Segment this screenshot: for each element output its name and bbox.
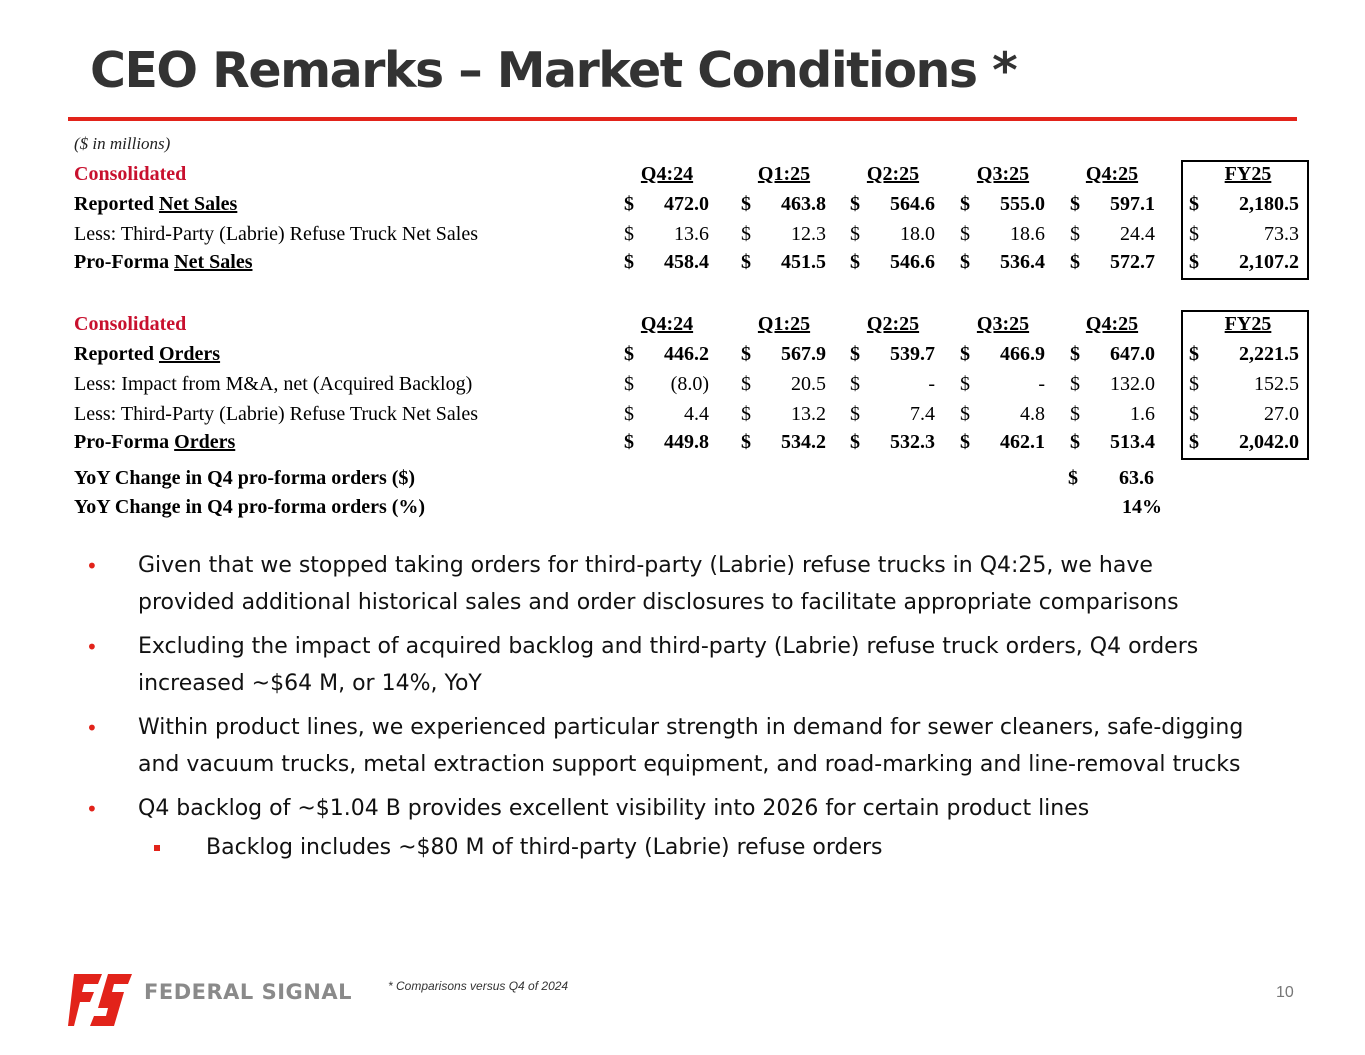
currency-symbol: $	[624, 193, 634, 215]
cell-value: 532.3	[890, 431, 935, 453]
row-label-underlined: Orders	[174, 431, 236, 453]
column-header: Q3:25	[976, 163, 1030, 185]
cell-value: 18.0	[900, 223, 935, 245]
row-label-underlined: Net Sales	[174, 251, 253, 273]
currency-symbol: $	[960, 343, 970, 365]
yoy-dollar-label: YoY Change in Q4 pro-forma orders ($)	[74, 467, 416, 489]
yoy-percent-value: 14%	[1122, 496, 1162, 518]
currency-symbol: $	[960, 251, 970, 273]
slide-title: CEO Remarks – Market Conditions *	[90, 42, 1017, 99]
cell-value: 534.2	[781, 431, 826, 453]
row-label-text: Less: Third-Party (Labrie) Refuse Truck Net Sales	[74, 403, 478, 425]
currency-symbol: $	[1189, 223, 1199, 245]
currency-symbol: $	[850, 223, 860, 245]
bullet-dot-icon: •	[86, 635, 98, 659]
row-label-text: Pro-Forma	[74, 251, 175, 273]
bullet-dot-icon: •	[86, 554, 98, 578]
logo-wordmark: FEDERAL SIGNAL	[144, 980, 352, 1004]
bullet-item	[86, 710, 1246, 783]
currency-symbol: $	[850, 193, 860, 215]
bullet-text: Excluding the impact of acquired backlog and third-party (Labrie) refuse truck orders, Q4 orders increased ~$64 M, or 14%, YoY	[138, 634, 1199, 696]
row-label-text: Less: Impact from M&A, net (Acquired Backlog)	[74, 373, 473, 395]
column-header: FY25	[1224, 313, 1272, 335]
cell-value: 152.5	[1254, 373, 1299, 395]
bullet-text: Within product lines, we experienced particular strength in demand for sewer cleaners, safe-digging and vacuum trucks, metal extraction support equipment, and road-marking and line-removal trucks	[138, 715, 1244, 777]
currency-symbol: $	[624, 343, 634, 365]
cell-value: 20.5	[791, 373, 826, 395]
cell-value: 27.0	[1264, 403, 1299, 425]
cell-value: 446.2	[664, 343, 709, 365]
column-header: Q2:25	[866, 313, 920, 335]
bullet-item	[86, 629, 1246, 702]
currency-symbol: $	[960, 403, 970, 425]
cell-value: (8.0)	[670, 373, 709, 395]
yoy-percent-row	[0, 496, 1365, 524]
section-label: Consolidated	[74, 163, 187, 185]
cell-value: 463.8	[781, 193, 826, 215]
currency-symbol: $	[741, 403, 751, 425]
yoy-dollar-row	[0, 467, 1365, 495]
cell-value: 1.6	[1130, 403, 1155, 425]
column-header: Q4:24	[640, 313, 694, 335]
currency-symbol: $	[1070, 223, 1080, 245]
row-label	[74, 251, 252, 274]
currency-symbol: $	[850, 343, 860, 365]
cell-value: 449.8	[664, 431, 709, 453]
table-row	[0, 343, 1365, 371]
cell-value: 73.3	[1264, 223, 1299, 245]
cell-value: 2,107.2	[1239, 251, 1299, 273]
cell-value: 546.6	[890, 251, 935, 273]
cell-value: 2,042.0	[1239, 431, 1299, 453]
row-label-underlined: Orders	[158, 343, 221, 365]
currency-symbol: $	[1070, 343, 1080, 365]
footnote: * Comparisons versus Q4 of 2024	[388, 979, 569, 993]
currency-symbol: $	[960, 193, 970, 215]
currency-symbol: $	[624, 223, 634, 245]
currency-symbol: $	[1070, 431, 1080, 453]
section-label: Consolidated	[74, 313, 187, 335]
table-row	[0, 251, 1365, 279]
cell-value: 597.1	[1110, 193, 1155, 215]
currency-symbol: $	[741, 373, 751, 395]
bullet-item	[86, 791, 1246, 828]
row-label	[74, 403, 478, 426]
currency-symbol: $	[960, 431, 970, 453]
column-header: Q1:25	[757, 313, 811, 335]
cell-value: 462.1	[1000, 431, 1045, 453]
currency-symbol: $	[624, 431, 634, 453]
row-label-text: Less: Third-Party (Labrie) Refuse Truck Net Sales	[74, 223, 478, 245]
remarks-bullet-list	[86, 548, 1246, 866]
row-label	[74, 223, 478, 246]
cell-value: 539.7	[890, 343, 935, 365]
sub-bullet-text: Backlog includes ~$80 M of third-party (Labrie) refuse orders	[206, 834, 883, 860]
currency-symbol: $	[1070, 403, 1080, 425]
sub-bullet-item	[86, 830, 1246, 867]
row-label-underlined: Net Sales	[158, 193, 238, 215]
table-header-row	[0, 163, 1365, 191]
row-label	[74, 373, 472, 396]
bullet-dot-icon: •	[86, 797, 98, 821]
column-header: Q4:24	[640, 163, 694, 185]
bullet-dot-icon: •	[86, 716, 98, 740]
column-header: Q1:25	[757, 163, 811, 185]
cell-value: 458.4	[664, 251, 709, 273]
currency-symbol: $	[624, 251, 634, 273]
cell-value: 513.4	[1110, 431, 1155, 453]
cell-value: 12.3	[791, 223, 826, 245]
column-header: Q4:25	[1085, 313, 1139, 335]
currency-symbol: $	[741, 251, 751, 273]
currency-symbol: $	[624, 373, 634, 395]
table-row	[0, 373, 1365, 401]
column-header: Q4:25	[1085, 163, 1139, 185]
currency-symbol: $	[1189, 403, 1199, 425]
cell-value: 472.0	[664, 193, 709, 215]
row-label-text: Reported	[74, 193, 159, 215]
currency-symbol: $	[960, 373, 970, 395]
column-header: FY25	[1224, 163, 1272, 185]
currency-symbol: $	[741, 343, 751, 365]
currency-symbol: $	[624, 403, 634, 425]
column-header: Q2:25	[866, 163, 920, 185]
cell-value: 2,221.5	[1239, 343, 1299, 365]
row-label-text: Reported	[74, 343, 159, 365]
cell-value: 2,180.5	[1239, 193, 1299, 215]
square-bullet-icon	[154, 845, 160, 851]
currency-symbol: $	[1070, 251, 1080, 273]
bullet-item	[86, 548, 1246, 621]
cell-value: 555.0	[1000, 193, 1045, 215]
page-number: 10	[1276, 984, 1294, 1001]
currency-symbol: $	[1068, 467, 1078, 489]
cell-value: 4.4	[684, 403, 709, 425]
yoy-percent-label: YoY Change in Q4 pro-forma orders (%)	[74, 496, 426, 518]
row-label	[74, 343, 220, 366]
federal-signal-logo	[68, 970, 353, 1028]
units-note: ($ in millions)	[74, 134, 171, 153]
row-label	[74, 193, 237, 216]
table-header-row	[0, 313, 1365, 341]
currency-symbol: $	[1070, 193, 1080, 215]
currency-symbol: $	[1189, 251, 1199, 273]
cell-value: 647.0	[1110, 343, 1155, 365]
currency-symbol: $	[850, 251, 860, 273]
cell-value: 567.9	[781, 343, 826, 365]
currency-symbol: $	[1189, 343, 1199, 365]
currency-symbol: $	[741, 193, 751, 215]
currency-symbol: $	[741, 431, 751, 453]
table-row	[0, 431, 1365, 459]
yoy-dollar-value: 63.6	[1119, 467, 1154, 489]
cell-value: 564.6	[890, 193, 935, 215]
currency-symbol: $	[1070, 373, 1080, 395]
currency-symbol: $	[850, 403, 860, 425]
currency-symbol: $	[1189, 373, 1199, 395]
cell-value: -	[1038, 373, 1045, 395]
row-label-text: Pro-Forma	[74, 431, 175, 453]
cell-value: 132.0	[1110, 373, 1155, 395]
cell-value: 466.9	[1000, 343, 1045, 365]
currency-symbol: $	[850, 431, 860, 453]
bullet-text: Q4 backlog of ~$1.04 B provides excellent visibility into 2026 for certain product lines	[138, 796, 1090, 821]
table-row	[0, 403, 1365, 431]
table-row	[0, 193, 1365, 221]
currency-symbol: $	[741, 223, 751, 245]
column-header: Q3:25	[976, 313, 1030, 335]
currency-symbol: $	[1189, 431, 1199, 453]
cell-value: 13.2	[791, 403, 826, 425]
cell-value: 572.7	[1110, 251, 1155, 273]
fs-logo-mark-icon	[68, 970, 132, 1028]
cell-value: 13.6	[674, 223, 709, 245]
title-divider	[68, 117, 1297, 121]
currency-symbol: $	[850, 373, 860, 395]
cell-value: -	[928, 373, 935, 395]
cell-value: 451.5	[781, 251, 826, 273]
cell-value: 18.6	[1010, 223, 1045, 245]
table-row	[0, 223, 1365, 251]
bullet-text: Given that we stopped taking orders for third-party (Labrie) refuse trucks in Q4:25, we have provided additional historical sales and order disclosures to facilitate appropriate comparisons	[138, 553, 1179, 615]
row-label	[74, 431, 235, 454]
cell-value: 4.8	[1020, 403, 1045, 425]
currency-symbol: $	[960, 223, 970, 245]
cell-value: 7.4	[910, 403, 935, 425]
cell-value: 24.4	[1120, 223, 1155, 245]
currency-symbol: $	[1189, 193, 1199, 215]
cell-value: 536.4	[1000, 251, 1045, 273]
